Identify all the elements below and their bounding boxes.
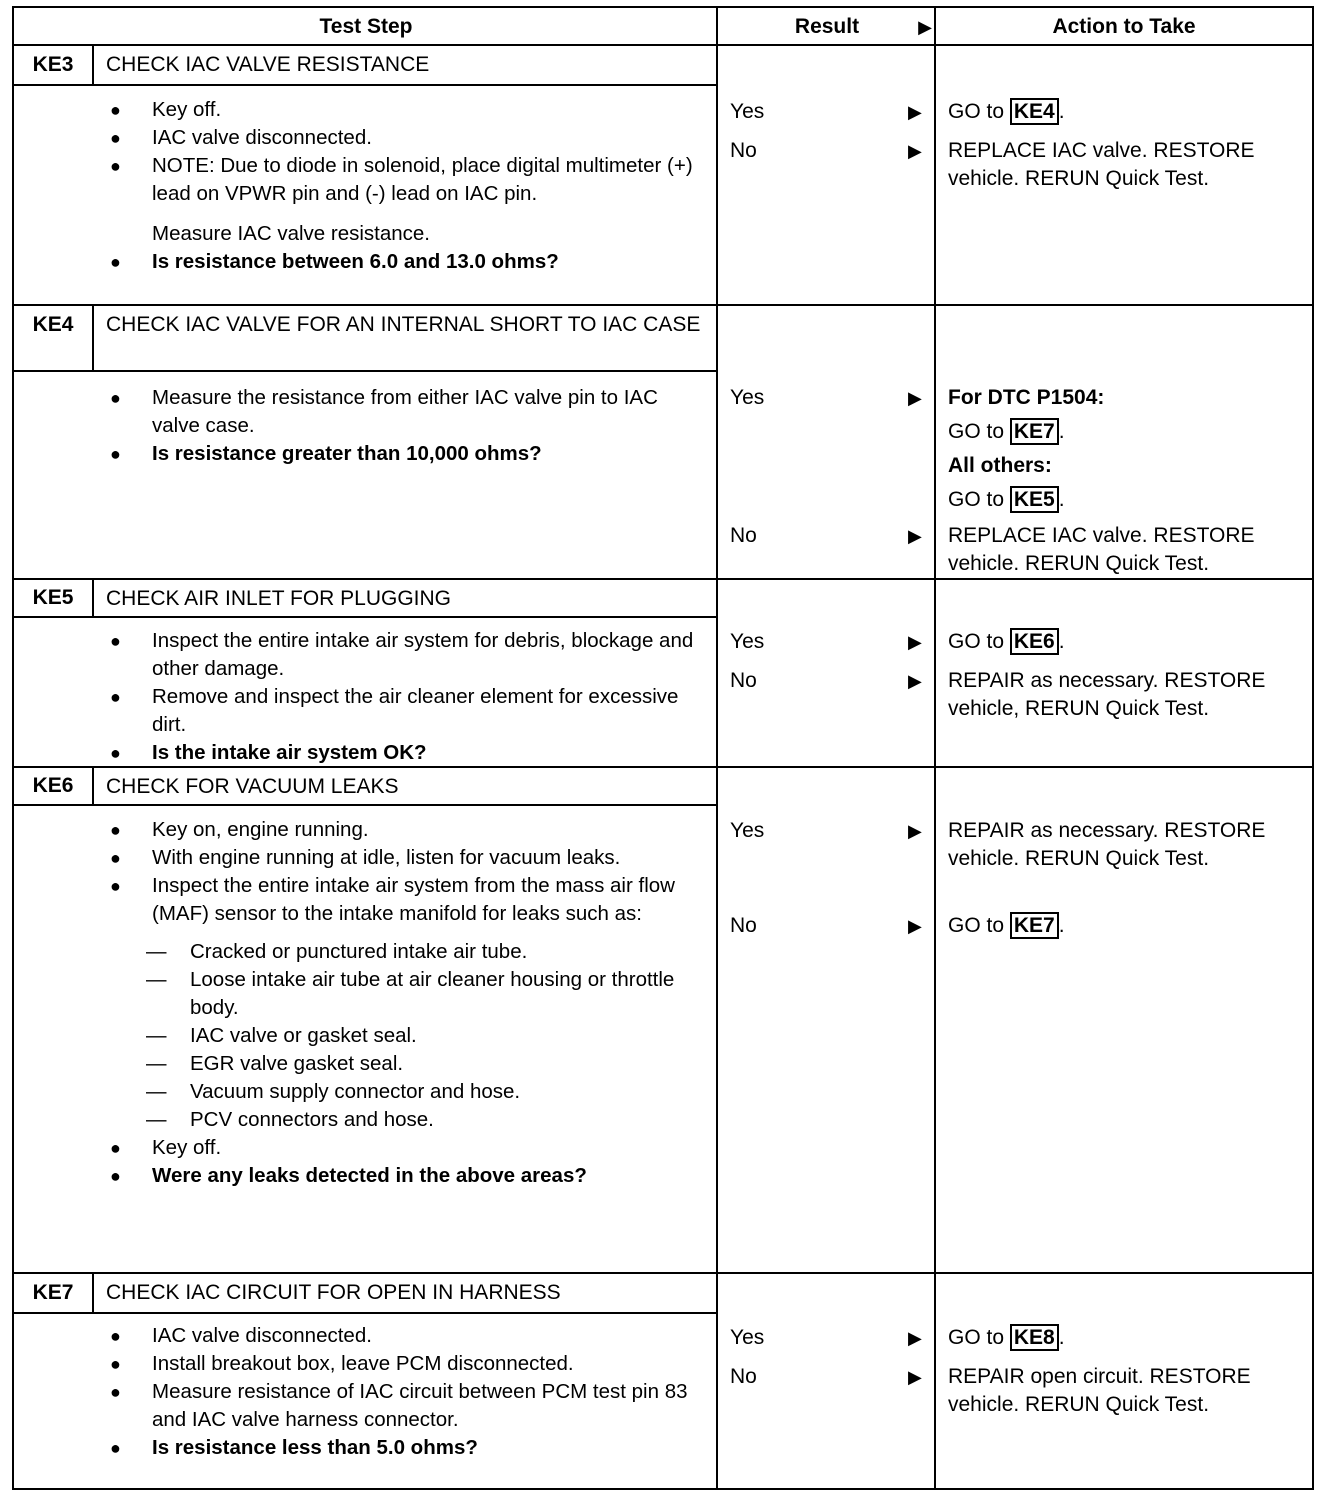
result-no: No ▶ [730, 137, 930, 165]
bullet-icon: ● [110, 1138, 121, 1158]
arrow-icon: ▶ [908, 916, 922, 936]
instruction-text: Measure IAC valve resistance. [152, 222, 431, 245]
arrow-icon: ▶ [908, 632, 922, 652]
step-reference: KE6 [1010, 628, 1059, 655]
step-id: KE6 [14, 768, 94, 804]
action-yes: GO to KE4 . [948, 100, 1065, 123]
result-no: No ▶ [730, 667, 930, 695]
step-ke3 [14, 46, 1312, 304]
step-body [14, 384, 718, 468]
bullet-icon: ● [110, 100, 121, 120]
step-heading [14, 1274, 718, 1314]
bullet-icon: ● [110, 252, 121, 272]
step-title: CHECK FOR VACUUM LEAKS [106, 775, 399, 798]
list-item: ● Inspect the entire intake air system from the mass air flow (MAF) sensor to the intake manifold for leaks such as: [110, 874, 675, 925]
header-result-label: Result [794, 15, 860, 38]
header-test-step: Test Step [14, 8, 718, 46]
bullet-icon: ● [110, 687, 121, 707]
step-reference: KE8 [1010, 1324, 1059, 1351]
arrow-icon: ▶ [908, 1367, 922, 1387]
sub-item: — PCV connectors and hose. [146, 1108, 434, 1131]
step-ke4 [14, 306, 1312, 578]
step-title: CHECK IAC VALVE RESISTANCE [106, 53, 430, 76]
bullet-icon: ● [110, 1382, 121, 1402]
bullet-icon: ● [110, 156, 121, 176]
bullet-icon: ● [110, 876, 121, 896]
step-id: KE7 [14, 1274, 94, 1312]
step-reference: KE5 [1010, 486, 1059, 513]
bullet-icon: ● [110, 1326, 121, 1346]
result-no: No ▶ [730, 522, 930, 550]
step-title: CHECK IAC CIRCUIT FOR OPEN IN HARNESS [106, 1281, 561, 1304]
result-no: No ▶ [730, 1363, 930, 1391]
bullet-icon: ● [110, 631, 121, 651]
list-item: ● Install breakout box, leave PCM disconnected. [14, 1350, 718, 1378]
list-item: ● NOTE: Due to diode in solenoid, place digital multimeter (+) lead on VPWR pin and (-) lead on IAC pin. [110, 154, 693, 205]
bullet-icon: ● [110, 128, 121, 148]
bullet-icon: ● [110, 388, 121, 408]
action-no: GO to KE7 . [948, 914, 1065, 937]
bullet-icon: ● [110, 820, 121, 840]
step-ke7 [14, 1274, 1312, 1488]
question: ● Is resistance less than 5.0 ohms? [14, 1434, 718, 1462]
step-heading [14, 46, 718, 86]
step-body [14, 1322, 718, 1462]
action-yes: REPAIR as necessary. RESTORE vehicle. RERUN Quick Test. [948, 819, 1266, 870]
list-item: ● Inspect the entire intake air system for debris, blockage and other damage. [110, 629, 694, 680]
sub-item: — Cracked or punctured intake air tube. [146, 940, 528, 963]
step-body [14, 627, 718, 767]
arrow-icon: ▶ [908, 102, 922, 122]
step-ke5 [14, 580, 1312, 766]
step-title: CHECK IAC VALVE FOR AN INTERNAL SHORT TO IAC CASE [106, 313, 701, 336]
step-body [14, 816, 718, 1190]
arrow-icon: ▶ [908, 821, 922, 841]
list-item: ● IAC valve disconnected. [14, 124, 718, 152]
action-no: REPAIR open circuit. RESTORE vehicle. RERUN Quick Test. [948, 1365, 1251, 1416]
sub-item: — IAC valve or gasket seal. [146, 1024, 417, 1047]
question: ● Were any leaks detected in the above areas? [14, 1162, 718, 1190]
sub-item: — Loose intake air tube at air cleaner housing or throttle body. [146, 968, 675, 1019]
action-no: REPAIR as necessary. RESTORE vehicle, RERUN Quick Test. [948, 669, 1266, 720]
header-arrow-icon: ▶ [918, 17, 932, 37]
diagnostic-table [12, 6, 1314, 1490]
step-heading [14, 768, 718, 806]
arrow-icon: ▶ [908, 1328, 922, 1348]
header-result [718, 8, 936, 46]
step-reference: KE4 [1010, 98, 1059, 125]
bullet-icon: ● [110, 1438, 121, 1458]
action-no: REPLACE IAC valve. RESTORE vehicle. RERUN Quick Test. [948, 524, 1255, 575]
list-item: ● Measure the resistance from either IAC valve pin to IAC valve case. [110, 386, 658, 437]
list-item: ● Key off. [14, 1134, 718, 1162]
bullet-icon: ● [110, 444, 121, 464]
action-yes: GO to KE6 . [948, 630, 1065, 653]
sub-item: — Vacuum supply connector and hose. [146, 1080, 521, 1103]
list-item: ● Key on, engine running. [14, 816, 718, 844]
sub-item: — EGR valve gasket seal. [146, 1052, 404, 1075]
question: ● Is the intake air system OK? [14, 739, 718, 767]
step-heading [14, 306, 718, 372]
step-body [14, 96, 718, 276]
step-reference: KE7 [1010, 418, 1059, 445]
result-yes: Yes ▶ [730, 628, 930, 656]
result-yes: Yes ▶ [730, 98, 930, 126]
step-ke6 [14, 768, 1312, 1272]
step-id: KE4 [14, 306, 94, 370]
list-item: ● With engine running at idle, listen for vacuum leaks. [14, 844, 718, 872]
arrow-icon: ▶ [908, 388, 922, 408]
question: ● Is resistance greater than 10,000 ohms? [14, 440, 718, 468]
arrow-icon: ▶ [908, 526, 922, 546]
result-yes: Yes ▶ [730, 1324, 930, 1352]
result-yes: Yes ▶ [730, 817, 930, 845]
step-heading [14, 580, 718, 618]
header-action: Action to Take [936, 8, 1312, 46]
action-no: REPLACE IAC valve. RESTORE vehicle. RERUN Quick Test. [948, 139, 1255, 190]
result-yes: Yes ▶ [730, 384, 930, 412]
step-reference: KE7 [1010, 912, 1059, 939]
question: ● Is resistance between 6.0 and 13.0 ohms? [14, 248, 718, 276]
bullet-icon: ● [110, 743, 121, 763]
step-title: CHECK AIR INLET FOR PLUGGING [106, 587, 452, 610]
bullet-icon: ● [110, 1166, 121, 1186]
action-yes: GO to KE8 . [948, 1326, 1065, 1349]
result-no: No ▶ [730, 912, 930, 940]
list-item: ● Measure resistance of IAC circuit between PCM test pin 83 and IAC valve harness connector. [110, 1380, 688, 1431]
arrow-icon: ▶ [908, 141, 922, 161]
list-item: ● Key off. [14, 96, 718, 124]
list-item: ● IAC valve disconnected. [14, 1322, 718, 1350]
step-id: KE3 [14, 46, 94, 84]
bullet-icon: ● [110, 848, 121, 868]
action-yes: For DTC P1504: GO to KE7 . All others: GO to KE5 . [948, 386, 1105, 511]
bullet-icon: ● [110, 1354, 121, 1374]
list-item: ● Remove and inspect the air cleaner element for excessive dirt. [110, 685, 679, 736]
arrow-icon: ▶ [908, 671, 922, 691]
step-id: KE5 [14, 580, 94, 616]
